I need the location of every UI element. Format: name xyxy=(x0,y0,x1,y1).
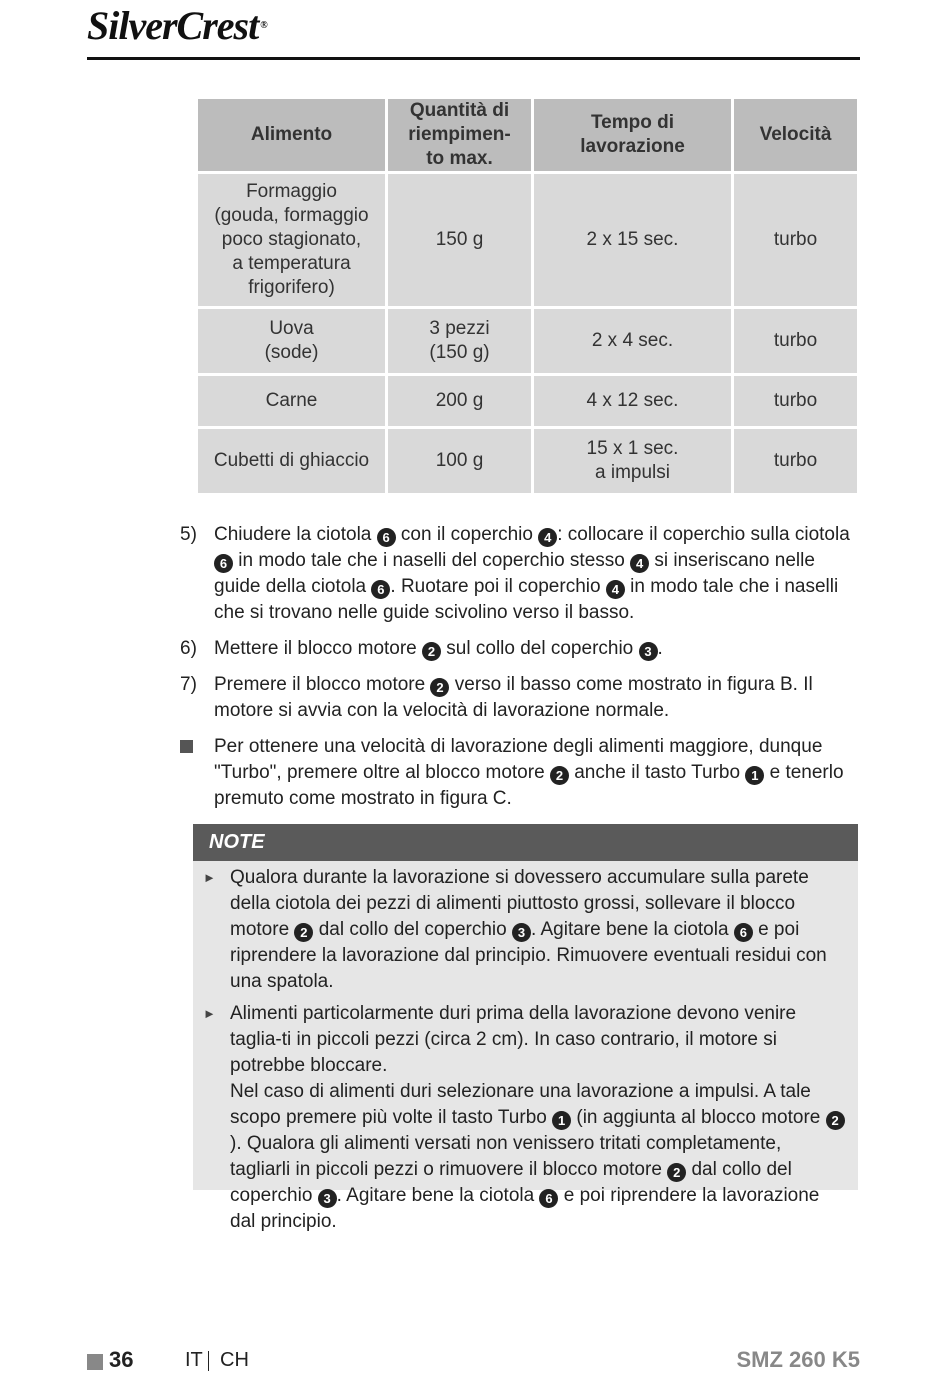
page-number: 36 xyxy=(109,1347,134,1372)
text-run: sul collo del coperchio xyxy=(441,638,639,659)
step-6 xyxy=(180,636,862,662)
food-table xyxy=(195,96,860,496)
table-row xyxy=(197,173,859,308)
part-number-badge: 4 xyxy=(630,554,649,573)
page-footer xyxy=(87,1347,860,1377)
part-number-badge: 3 xyxy=(318,1189,337,1208)
language-code: IT xyxy=(185,1349,203,1371)
text-run: e tenerlo premuto come mostrato in figura C. xyxy=(214,762,844,809)
cell-food: Carne xyxy=(197,375,387,428)
brand-name: SilverCrest xyxy=(87,3,259,48)
bullet-text xyxy=(214,734,862,812)
table-row xyxy=(197,308,859,375)
text-run: (in aggiunta al blocco motore xyxy=(571,1107,826,1128)
table-row xyxy=(197,375,859,428)
step-number: 7) xyxy=(180,674,197,695)
part-number-badge: 6 xyxy=(214,554,233,573)
header-speed: Velocità xyxy=(733,98,859,173)
text-run: e poi riprendere la lavorazione dal principio. xyxy=(230,1185,820,1232)
text-run: si inseriscano nelle guide della ciotola xyxy=(214,550,815,597)
cell-food: Formaggio (gouda, formaggio poco stagionato, a temperatura frigorifero) xyxy=(197,173,387,308)
instruction-steps xyxy=(180,522,862,822)
part-number-badge: 6 xyxy=(539,1189,558,1208)
text-run: : collocare il coperchio sulla ciotola xyxy=(557,524,850,545)
cell-time: 4 x 12 sec. xyxy=(533,375,733,428)
text-run: . Agitare bene la ciotola xyxy=(531,919,734,940)
step-number: 6) xyxy=(180,638,197,659)
arrow-bullet-icon: ► xyxy=(203,1006,216,1021)
cell-time: 15 x 1 sec. a impulsi xyxy=(533,428,733,495)
part-number-badge: 1 xyxy=(745,766,764,785)
cell-quantity: 200 g xyxy=(387,375,533,428)
note-title: NOTE xyxy=(193,824,858,861)
part-number-badge: 2 xyxy=(667,1163,686,1182)
text-run: . xyxy=(657,638,663,659)
step-text xyxy=(214,672,862,724)
note-box xyxy=(193,824,858,1232)
part-number-badge: 2 xyxy=(826,1111,845,1130)
step-number: 5) xyxy=(180,524,197,545)
table-header-row xyxy=(197,98,859,173)
part-number-badge: 6 xyxy=(734,923,753,942)
registered-mark: ® xyxy=(260,20,267,31)
cell-speed: turbo xyxy=(733,308,859,375)
text-run: Premere il blocco motore xyxy=(214,674,431,695)
cell-quantity: 3 pezzi (150 g) xyxy=(387,308,533,375)
part-number-badge: 3 xyxy=(512,923,531,942)
note-item xyxy=(203,1001,846,1235)
text-run: con il coperchio xyxy=(395,524,539,545)
note-item-text xyxy=(230,865,846,995)
text-run: Chiudere la ciotola xyxy=(214,524,377,545)
arrow-bullet-icon: ► xyxy=(203,870,216,885)
language-separator xyxy=(208,1351,209,1371)
text-run: in modo tale che i naselli del coperchio stesso xyxy=(233,550,631,571)
header-time: Tempo di lavorazione xyxy=(533,98,733,173)
cell-speed: turbo xyxy=(733,428,859,495)
text-run: verso il basso come mostrato in figura B. Il motore si avvia con la velocità di lavorazione normale. xyxy=(214,674,813,721)
step-text xyxy=(214,636,862,662)
text-run: ). Qualora gli alimenti versati non venissero tritati completamente, tagliarli in piccoli pezzi o rimuovere il blocco motore xyxy=(230,1133,782,1180)
step-text xyxy=(214,522,862,626)
text-run: dal collo del coperchio xyxy=(313,919,512,940)
header-food: Alimento xyxy=(197,98,387,173)
part-number-badge: 3 xyxy=(639,642,658,661)
part-number-badge: 4 xyxy=(538,528,557,547)
text-run: in modo tale che i naselli che si trovano nelle guide scivolino verso il basso. xyxy=(214,576,839,623)
text-run: . Agitare bene la ciotola xyxy=(336,1185,540,1206)
note-item-text xyxy=(230,1001,846,1235)
part-number-badge: 2 xyxy=(430,678,449,697)
text-run: Alimenti particolarmente duri prima della lavorazione devono venire taglia-ti in piccoli pezzi (circa 2 cm). In caso contrario, il motore si potrebbe bloccare. xyxy=(230,1003,797,1076)
table-row xyxy=(197,428,859,495)
country-code: CH xyxy=(220,1349,249,1371)
cell-time: 2 x 4 sec. xyxy=(533,308,733,375)
text-run: Per ottenere una velocità di lavorazione degli alimenti maggiore, dunque "Turbo", premere oltre al blocco motore xyxy=(214,736,823,783)
part-number-badge: 2 xyxy=(294,923,313,942)
cell-quantity: 100 g xyxy=(387,428,533,495)
brand-logo xyxy=(87,4,267,48)
text-run: Nel caso di alimenti duri selezionare una lavorazione a impulsi. A tale scopo premere più volte il tasto Turbo xyxy=(230,1081,811,1128)
step-7 xyxy=(180,672,862,724)
part-number-badge: 2 xyxy=(550,766,569,785)
note-item xyxy=(203,865,846,995)
text-run: Mettere il blocco motore xyxy=(214,638,423,659)
cell-speed: turbo xyxy=(733,375,859,428)
cell-food: Cubetti di ghiaccio xyxy=(197,428,387,495)
part-number-badge: 2 xyxy=(422,642,441,661)
part-number-badge: 6 xyxy=(377,528,396,547)
header-rule xyxy=(87,57,860,60)
text-run: Qualora durante la lavorazione si dovessero accumulare sulla parete della ciotola dei pezzi di alimenti piuttosto grossi, sollevare il blocco motore xyxy=(230,867,809,940)
part-number-badge: 6 xyxy=(371,580,390,599)
cell-quantity: 150 g xyxy=(387,173,533,308)
square-bullet-icon xyxy=(180,734,214,812)
header-quantity: Quantità di riempimen- to max. xyxy=(387,98,533,173)
cell-time: 2 x 15 sec. xyxy=(533,173,733,308)
part-number-badge: 4 xyxy=(606,580,625,599)
model-number: SMZ 260 K5 xyxy=(736,1347,860,1372)
footer-square-icon xyxy=(87,1354,103,1370)
text-run: dal collo del coperchio xyxy=(230,1159,792,1206)
part-number-badge: 1 xyxy=(552,1111,571,1130)
text-run: anche il tasto Turbo xyxy=(568,762,746,783)
text-run: e poi riprendere la lavorazione dal principio. Rimuovere eventuali residui con una spatola. xyxy=(230,919,827,992)
cell-speed: turbo xyxy=(733,173,859,308)
cell-food: Uova (sode) xyxy=(197,308,387,375)
text-run: . Ruotare poi il coperchio xyxy=(390,576,606,597)
step-5 xyxy=(180,522,862,626)
bullet-item xyxy=(180,734,862,812)
